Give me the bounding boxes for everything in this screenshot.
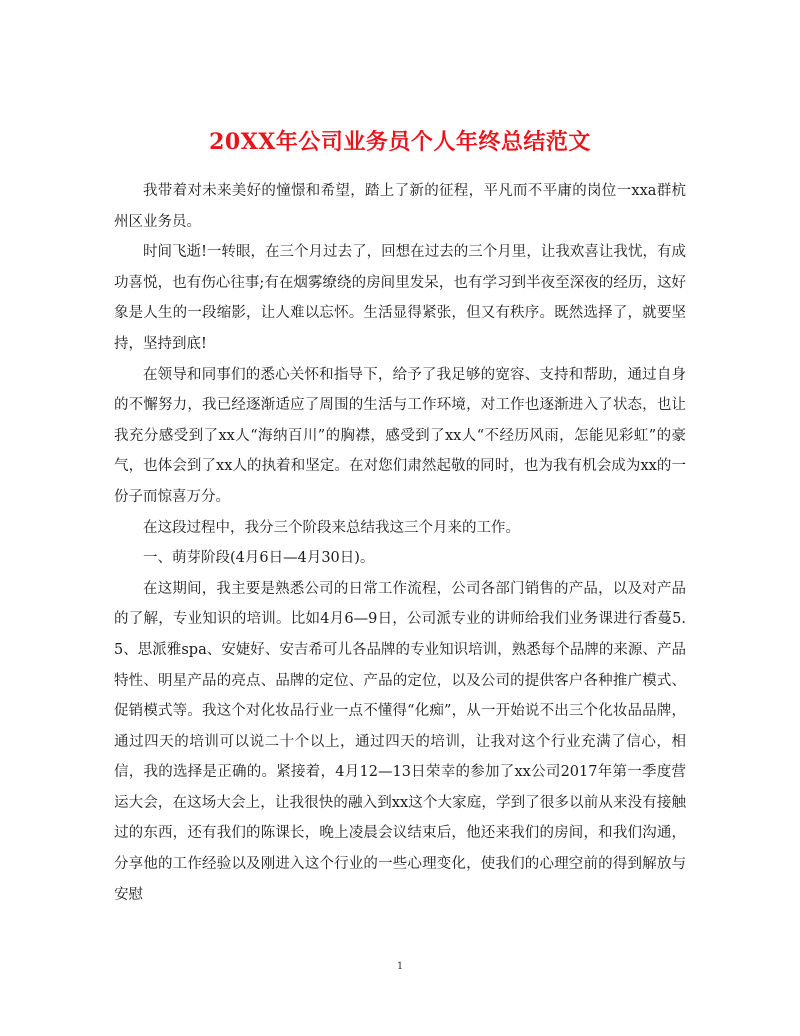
paragraph: 我带着对未来美好的憧憬和希望，踏上了新的征程，平凡而不平庸的岗位一xxa群杭州区业务员。 <box>114 183 686 230</box>
section-heading: 一、萌芽阶段(4月6日—4月30日)。 <box>143 550 375 567</box>
paragraph: 在领导和同事们的悉心关怀和指导下，给予了我足够的宽容、支持和帮助，通过自身的不懈努力，我已经逐渐适应了周围的生活与工作环境，对工作也逐渐进入了状态，也让我充分感受到了xx人“海纳百川”的胸襟，感受到了xx人“不经历风雨，怎能见彩虹”的豪气，也体会到了xx人的执着和坚定。在对您们肃然起敬的同时，也为我有机会成为xx的一份子而惊喜万分。 <box>114 366 686 505</box>
paragraph: 在这期间，我主要是熟悉公司的日常工作流程，公司各部门销售的产品，以及对产品的了解，专业知识的培训。比如4月6—9日，公司派专业的讲师给我们业务课进行香蔓5.5、思派雅spa、安婕好、安吉希可儿各品牌的专业知识培训，熟悉每个品牌的来源、产品特性、明星产品的亮点、品牌的定位、产品的定位，以及公司的提供客户各种推广模式、促销模式等。我这个对化妆品行业一点不懂得“化痴”，从一开始说不出三个化妆品品牌，通过四天的培训可以说二十个以上，通过四天的培训，让我对这个行业充满了信心，相信，我的选择是正确的。紧接着，4月12—13日荣幸的参加了xx公司2017年第一季度营运大会，在这场大会上，让我很快的融入到xx这个大家庭，学到了很多以前从来没有接触过的东西，还有我们的陈课长，晚上凌晨会议结束后，他还来我们的房间，和我们沟通，分享他的工作经验以及刚进入这个行业的一些心理变化，使我们的心理空前的得到解放与安慰 <box>114 580 686 903</box>
page-number: 1 <box>396 961 404 972</box>
document-body <box>114 176 686 910</box>
paragraph: 在这段过程中，我分三个阶段来总结我这三个月来的工作。 <box>143 519 520 536</box>
paragraph: 时间飞逝!一转眼，在三个月过去了，回想在过去的三个月里，让我欢喜让我忧，有成功喜悦，也有伤心往事;有在烟雾缭绕的房间里发呆，也有学习到半夜至深夜的经历，这好象是人生的一段缩影，让人难以忘怀。生活显得紧张，但又有秩序。既然选择了，就要坚持，坚持到底! <box>114 244 686 352</box>
document-title: 20XX年公司业务员个人年终总结范文 <box>209 128 591 155</box>
